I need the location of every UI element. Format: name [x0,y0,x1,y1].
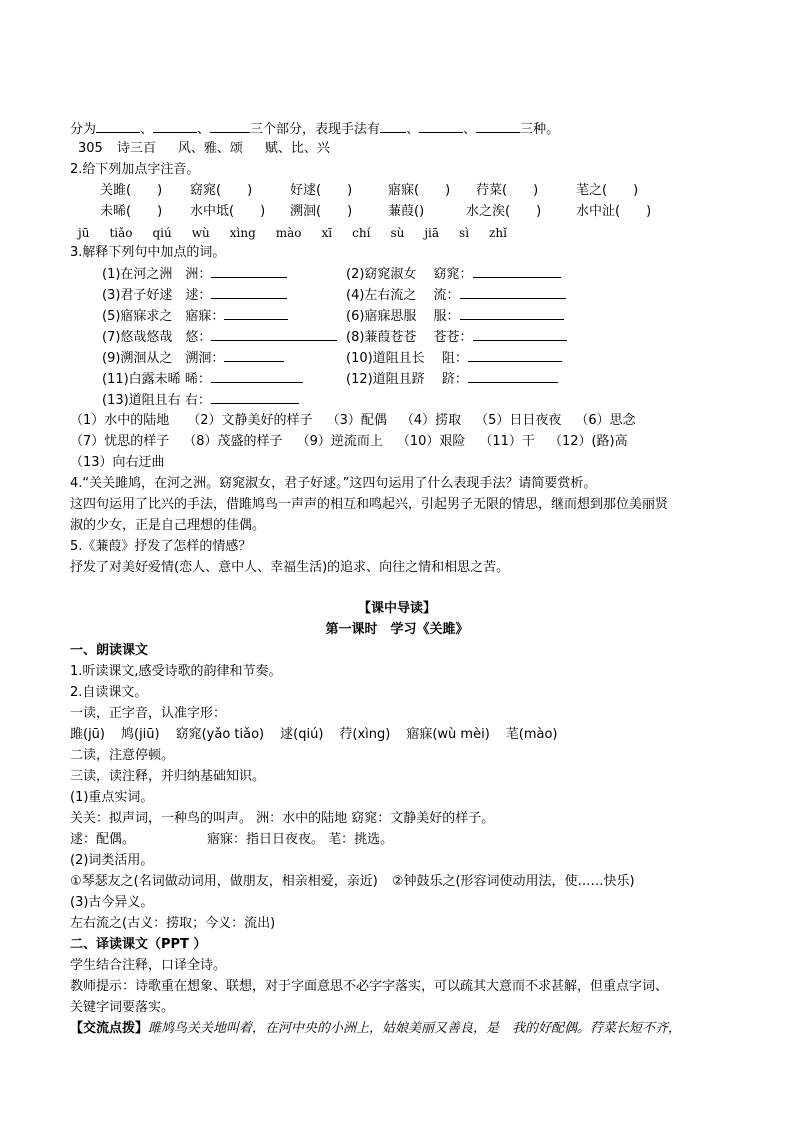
q2-item: 水之涘( ) [466,204,542,219]
q3-item: (4)左右流之 流： [346,286,566,305]
part-1-step-1: 1.听读课文,感受诗歌的韵律和节奏。 [70,664,282,679]
q2-item: 未晞( ) [100,204,163,219]
q4-answer-line-2: 淑的少女，正是自己理想的佳偶。 [70,518,266,533]
blank[interactable] [96,120,140,133]
q3-item: (9)溯洄从之 溯洄： [102,349,284,368]
knowledge-1: (1)重点实词。 [70,790,154,805]
answer-blank[interactable] [211,328,337,341]
question-4: 4.“关关雎鸠，在河之洲。窈窕淑女，君子好逑。”这四句运用了什么表现手法？请简要赏析。 [70,476,597,491]
blank[interactable] [210,120,250,133]
part-1-step-2: 2.自读课文。 [70,685,148,700]
knowledge-2: (2)词类活用。 [70,853,154,868]
knowledge-1-a: 关关：拟声词，一种鸟的叫声。 洲：水中的陆地 窈窕：文静美好的样子。 [70,811,495,826]
q5-answer: 抒发了对美好爱情(恋人、意中人、幸福生活)的追求、向往之情和相思之苦。 [70,560,510,575]
exchange-note: 【交流点拨】雎鸠鸟关关地叫着，在河中央的小洲上，姑娘美丽又善良，是 我的好配偶。荇菜长短不齐， [70,1021,682,1036]
answer-blank[interactable] [211,391,299,404]
q3-answers-1: （1）水中的陆地 （2）文静美好的样子 （3）配偶 （4）捞取 （5）日日夜夜 （6）思念 [70,413,636,428]
q2-item: 关雎( ) [100,183,163,198]
answer-line-1: 305 诗三百 风、雅、颂 赋、比、兴 [78,141,330,156]
knowledge-2-a: ①琴瑟友之(名词做动词用，做朋友，相亲相爱，亲近) ②钟鼓乐之(形容词使动用法，使……快乐) [70,874,635,889]
section-heading: 【课中导读】 [357,601,436,616]
q2-item: 水中沚( ) [576,204,652,219]
answer-blank[interactable] [460,307,564,320]
q2-item: 水中坻( ) [190,204,266,219]
answer-blank[interactable] [460,286,566,299]
q3-answers-2: （7）忧思的样子 （8）茂盛的样子 （9）逆流而上 （10）艰险 （11）干 （12）(路)高 [70,434,628,449]
q3-item: (13)道阻且右 右： [102,391,299,410]
teacher-tip-line-2: 关键字词要落实。 [70,1000,175,1015]
q4-answer-line-1: 这四句运用了比兴的手法，借雎鸠鸟一声声的相互和鸣起兴，引起男子无限的情思，继而想到那位美丽贤 [70,497,669,512]
blank[interactable] [419,120,463,133]
q3-item: (6)寤寐思服 服： [346,307,564,326]
question-5: 5.《蒹葭》抒发了怎样的情感？ [70,539,252,554]
answer-blank[interactable] [211,370,303,383]
q2-item: 溯洄( ) [290,204,353,219]
knowledge-3-a: 左右流之(古义：捞取；今义：流出) [70,916,276,931]
part-1-title: 一、朗读课文 [70,643,149,658]
q3-item: (1)在河之洲 洲： [102,265,287,284]
blank[interactable] [380,120,406,133]
q3-item: (10)道阻且长 阻： [346,349,562,368]
q3-item: (5)寤寐求之 寤寐： [102,307,288,326]
q2-item: 荇菜( ) [476,183,539,198]
q2-item: 蒹葭() [388,204,425,219]
pinyin-list: 雎(jū) 鸠(jiū) 窈窕(yǎo tiǎo) 逑(qiú) 荇(xìng) 寤寐(wù mèi) 芼(mào) [70,727,558,742]
question-3: 3.解释下列句中加点的词。 [70,245,226,260]
question-2: 2.给下列加点字注音。 [70,162,200,177]
q3-item: (3)君子好逑 逑： [102,286,287,305]
q3-item: (8)蒹葭苍苍 苍苍： [346,328,567,347]
blank[interactable] [476,120,520,133]
answer-blank[interactable] [468,370,558,383]
answer-blank[interactable] [211,286,287,299]
answer-blank[interactable] [224,349,284,362]
reading-3: 三读，读注释，并归纳基础知识。 [70,769,266,784]
answer-blank[interactable] [473,328,567,341]
q3-item: (2)窈窕淑女 窈窕： [346,265,561,284]
q2-item: 窈窕( ) [190,183,253,198]
knowledge-3: (3)古今异义。 [70,895,154,910]
q2-answers: jū tiǎo qiú wù xìng mào xī chí sù jiā sì zhǐ [78,226,507,240]
q2-item: 好逑( ) [290,183,353,198]
fill-line-parts: 分为 、 、 三个部分，表现手法有 、 、 三种。 [70,122,560,137]
part-2-title: 二、译读课文（PPT ） [70,937,207,952]
part-2-step-1: 学生结合注释，口译全诗。 [70,958,227,973]
q3-item: (7)悠哉悠哉 悠： [102,328,337,347]
q3-item: (12)道阻且跻 跻： [346,370,558,389]
q3-item: (11)白露未晞 晞： [102,370,303,389]
answer-blank[interactable] [224,307,288,320]
knowledge-1-b: 逑：配偶。 寤寐：指日日夜夜。 芼：挑选。 [70,832,394,847]
reading-2: 二读，注意停顿。 [70,748,175,763]
q2-item: 芼之( ) [576,183,639,198]
answer-blank[interactable] [468,349,562,362]
answer-blank[interactable] [473,265,561,278]
answer-blank[interactable] [211,265,287,278]
q3-answers-3: （13）向右迂曲 [70,455,165,470]
blank[interactable] [153,120,197,133]
section-subheading: 第一课时 学习《关雎》 [325,622,469,637]
teacher-tip-line-1: 教师提示：诗歌重在想象、联想，对于字面意思不必字字落实，可以疏其大意而不求甚解，但重点字词、 [70,979,669,994]
q2-item: 寤寐( ) [388,183,451,198]
reading-1: 一读，正字音，认准字形： [70,706,227,721]
